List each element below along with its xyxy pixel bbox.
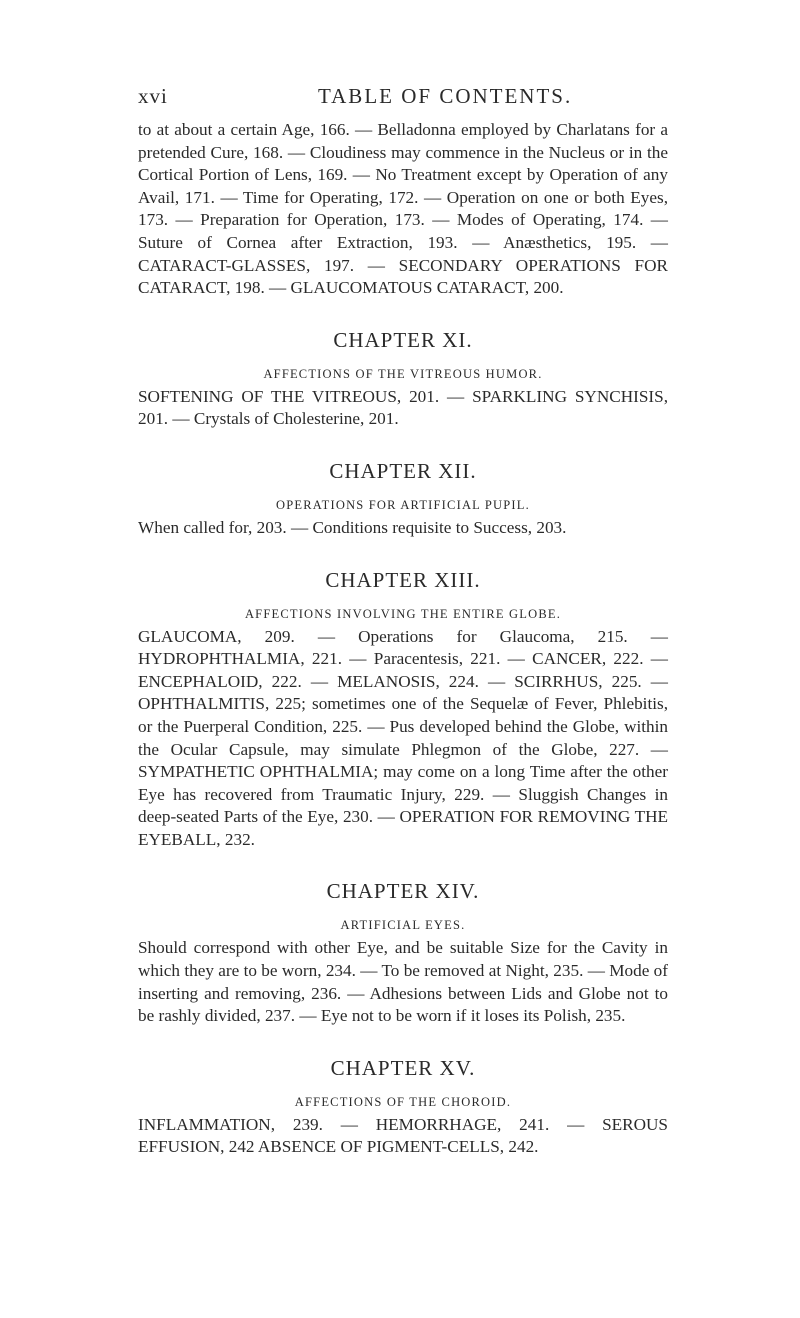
chapter-subheading: OPERATIONS FOR ARTIFICIAL PUPIL. <box>276 497 530 512</box>
chapter-12 <box>138 459 668 540</box>
chapter-heading: CHAPTER XI. <box>333 327 473 352</box>
chapter-contents: INFLAMMATION, 239. — HEMORRHAGE, 241. — SEROUS EFFUSION, 242 ABSENCE OF PIGMENT-CELLS, 242. <box>138 1114 668 1157</box>
contents-body <box>138 119 668 1159</box>
chapter-subheading: AFFECTIONS OF THE CHOROID. <box>294 1094 512 1109</box>
chapter-heading: CHAPTER XII. <box>329 458 477 483</box>
chapter-14 <box>138 879 668 1027</box>
chapter-subheading: ARTIFICIAL EYES. <box>340 918 466 933</box>
chapter-heading: CHAPTER XV. <box>330 1055 476 1080</box>
chapter-13 <box>138 568 668 852</box>
chapter-subheading: AFFECTIONS OF THE VITREOUS HUMOR. <box>263 366 543 381</box>
chapter-contents: SOFTENING OF THE VITREOUS, 201. — SPARKLING SYNCHISIS, 201. — Crystals of Cholesterine, 201. <box>138 386 668 429</box>
chapter-heading: CHAPTER XIV. <box>326 879 480 904</box>
chapter-11 <box>138 328 668 431</box>
chapter-heading: CHAPTER XIII. <box>325 567 481 592</box>
chapter-subheading: AFFECTIONS INVOLVING THE ENTIRE GLOBE. <box>244 606 562 621</box>
chapter-contents: When called for, 203. — Conditions requisite to Success, 203. <box>138 517 567 537</box>
chapter-15 <box>138 1056 668 1159</box>
chapter-contents: GLAUCOMA, 209. — Operations for Glaucoma, 215. — HYDROPHTHALMIA, 221. — Paracentesis, 221. — CANCER, 222. — ENCEPHALOID, 222. — MELANOSIS, 224. — SCIRRHUS, 225. — OPHTHALMITIS, 225; sometimes one of the Sequelæ of Fever, Phlebitis, or the Puerperal Condition, 225. — Pus developed behind the Globe, within the Ocular Capsule, may simulate Phlegmon of the Globe, 227. — SYMPATHETIC OPHTHALMIA; may come on a long Time after the other Eye has recovered from Traumatic Injury, 229. — Sluggish Changes in deep-seated Parts of the Eye, 230. — OPERATION FOR REMOVING THE EYEBALL, 232. <box>138 626 668 849</box>
chapter-contents: Should correspond with other Eye, and be suitable Size for the Cavity in which they are to be worn, 234. — To be removed at Night, 235. — Mode of inserting and removing, 236. — Adhesions between Lids and Globe not to be rashly divided, 237. — Eye not to be worn if it loses its Polish, 235. <box>138 938 668 1026</box>
continued-paragraph: to at about a certain Age, 166. — Belladonna employed by Charlatans for a pretended Cure, 168. — Cloudiness may commence in the Nucleus or in the Cortical Portion of Lens, 169. — No Treatment except by Operation of any Avail, 171. — Time for Operating, 172. — Operation on one or both Eyes, 173. — Preparation for Operation, 173. — Modes of Operating, 174. — Suture of Cornea after Extraction, 193. — Anæsthetics, 195. — CATARACT-GLASSES, 197. — SECONDARY OPERATIONS FOR CATARACT, 198. — GLAUCOMATOUS CATARACT, 200. <box>138 120 668 298</box>
running-head-title: TABLE OF CONTENTS. <box>318 84 573 108</box>
page-number: xvi <box>138 84 168 108</box>
running-head <box>138 84 668 114</box>
